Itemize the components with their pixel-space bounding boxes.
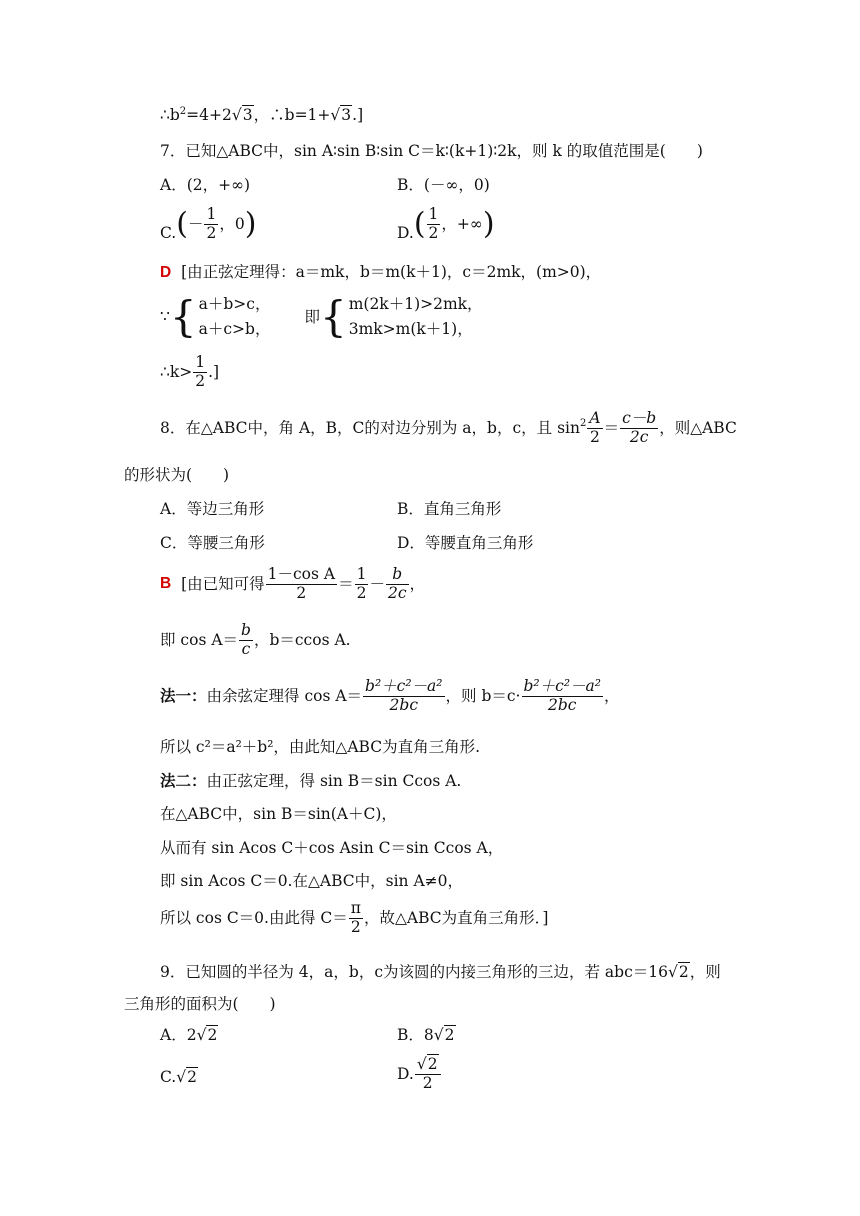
text: D.	[397, 224, 414, 243]
inequality-system: m(2k＋1)>2mk， 3mk>m(k＋1)，	[348, 295, 483, 338]
text: C.	[160, 1068, 177, 1086]
text: ，	[409, 575, 426, 594]
text: 即 cos A＝	[160, 631, 239, 650]
sqrt-2: √2	[433, 1026, 455, 1044]
q8-method2-line1	[160, 772, 461, 791]
fraction: $\frac{\text{1－cos A}}{2}$	[267, 565, 336, 602]
q8-stem	[160, 410, 737, 447]
sqrt-3: √3	[231, 106, 253, 125]
text: ＝	[338, 575, 354, 594]
q9-stem-line2: 三角形的面积为( )	[124, 995, 276, 1013]
q8-option-b: B．直角三角形	[397, 500, 502, 518]
fraction: $\frac{1}{2}$	[195, 353, 206, 390]
q7-stem: 7．已知△ABC中，sin A∶sin B∶sin C＝k∶(k+1)∶2k，则 k 的取值范围是( )	[160, 142, 703, 160]
q7-option-b: B．(－∞，0)	[397, 176, 490, 194]
text: 由正弦定理，得 sin B＝sin Ccos A.	[206, 772, 462, 790]
fraction: $\frac{√2}{2}$	[415, 1056, 441, 1093]
method-label: 法二：	[160, 771, 207, 790]
text: ∵	[160, 307, 170, 326]
q9-option-c	[160, 1068, 198, 1087]
q8-ji-line	[160, 622, 351, 659]
text: 9．已知圆的半径为 4，a，b，c为该圆的内接三角形的三边，若 abc＝16	[160, 963, 668, 981]
q8-method2-line4: 即 sin Acos C＝0.在△ABC中，sin A≠0，	[160, 872, 463, 890]
text: ，则	[689, 963, 721, 981]
text: ＝	[603, 419, 620, 438]
sqrt-2: √2	[196, 1026, 218, 1044]
fraction: $\frac{1}{2}$	[206, 205, 217, 242]
fraction: $\frac{\text{b²＋c²－a²}}{2bc}$	[365, 677, 443, 714]
fraction: $\frac{c-b}{2c}$	[622, 409, 657, 446]
q7-answer-line	[160, 263, 601, 283]
text: .]	[352, 106, 364, 125]
text: ，	[604, 687, 620, 706]
text: [由正弦定理得：a＝mk，b＝m(k＋1)，c＝2mk，(m>0)，	[181, 263, 602, 281]
text: .]	[208, 363, 220, 382]
inequality-system: a＋b>c， a＋c>b，	[198, 295, 271, 338]
q8-option-a: A．等边三角形	[160, 500, 265, 518]
q7-option-d	[397, 206, 495, 243]
paren: (	[176, 206, 188, 242]
q9-stem	[160, 963, 721, 982]
q9-option-d	[397, 1056, 442, 1093]
text: ，故△ABC为直角三角形．]	[363, 909, 549, 928]
paren: )	[244, 206, 257, 242]
fraction: $\frac{\pi}{2}$	[350, 899, 361, 936]
q8-method2-line5	[160, 900, 548, 937]
fraction: $\frac{A}{2}$	[589, 409, 601, 446]
text: 由余弦定理得 cos A＝	[206, 687, 363, 706]
text: =4+2	[186, 106, 232, 125]
answer-letter: D	[160, 264, 172, 281]
text: ，0	[219, 215, 245, 234]
q8-option-d: D．等腰直角三角形	[397, 534, 534, 552]
paren: (	[413, 206, 426, 242]
q8-option-c: C．等腰三角形	[160, 534, 265, 552]
prev-answer-line	[160, 106, 363, 125]
superscript: 2	[179, 106, 187, 117]
text: ，∴b=1+	[253, 106, 331, 125]
text: ，则△ABC	[659, 419, 737, 438]
brace: {	[169, 291, 197, 341]
q8-method1-line2: 所以 c²＝a²＋b²，由此知△ABC为直角三角形.	[160, 738, 480, 756]
q8-method2-line3: 从而有 sin Acos C＋cos Asin C＝sin Ccos A，	[160, 839, 504, 857]
sqrt-2: √2	[416, 1055, 438, 1073]
text: B．8	[397, 1026, 434, 1044]
q8-method1-line1	[160, 678, 620, 715]
sqrt-3: √3	[330, 106, 352, 125]
fraction: $\frac{1}{2}$	[428, 205, 439, 242]
q8-method2-line2: 在△ABC中，sin B＝sin(A＋C)，	[160, 805, 397, 823]
text: 所以 cos C＝0.由此得 C＝	[160, 909, 348, 928]
text: [由已知可得	[181, 575, 265, 594]
q7-system	[160, 292, 483, 342]
brace: {	[319, 291, 347, 341]
text: ∴k>	[160, 363, 193, 382]
sqrt-2: √2	[176, 1068, 197, 1086]
q7-conclusion	[160, 354, 219, 391]
text: C.	[160, 224, 177, 243]
q8-stem-line2: 的形状为( )	[124, 466, 230, 484]
answer-letter: B	[160, 575, 172, 593]
text: －	[369, 575, 385, 594]
text: D.	[397, 1065, 414, 1084]
text: 即	[304, 307, 320, 326]
text: A．2	[160, 1026, 197, 1044]
q7-option-c	[160, 206, 256, 243]
superscript: 2	[579, 418, 587, 430]
fraction: $\frac{b}{c}$	[241, 621, 251, 658]
text: ，+∞	[441, 215, 483, 234]
q8-answer-line	[160, 566, 425, 603]
text: ∴b	[160, 106, 180, 125]
q9-option-b	[397, 1026, 456, 1045]
text: ，则 b＝c·	[445, 687, 521, 706]
sqrt-2: √2	[668, 963, 689, 981]
q7-option-a: A．(2，+∞)	[160, 176, 251, 194]
paren: )	[482, 206, 495, 242]
text: 8．在△ABC中，角 A，B，C的对边分别为 a，b，c，且 sin	[160, 419, 580, 438]
text: ，b＝ccos A.	[253, 631, 351, 650]
fraction: $\frac{\text{b²＋c²－a²}}{2bc}$	[523, 677, 601, 714]
q9-option-a	[160, 1026, 218, 1045]
fraction: $\frac{b}{2c}$	[387, 565, 407, 602]
fraction: $\frac{1}{2}$	[356, 565, 367, 602]
method-label: 法一：	[160, 686, 207, 706]
text: －	[187, 215, 204, 234]
